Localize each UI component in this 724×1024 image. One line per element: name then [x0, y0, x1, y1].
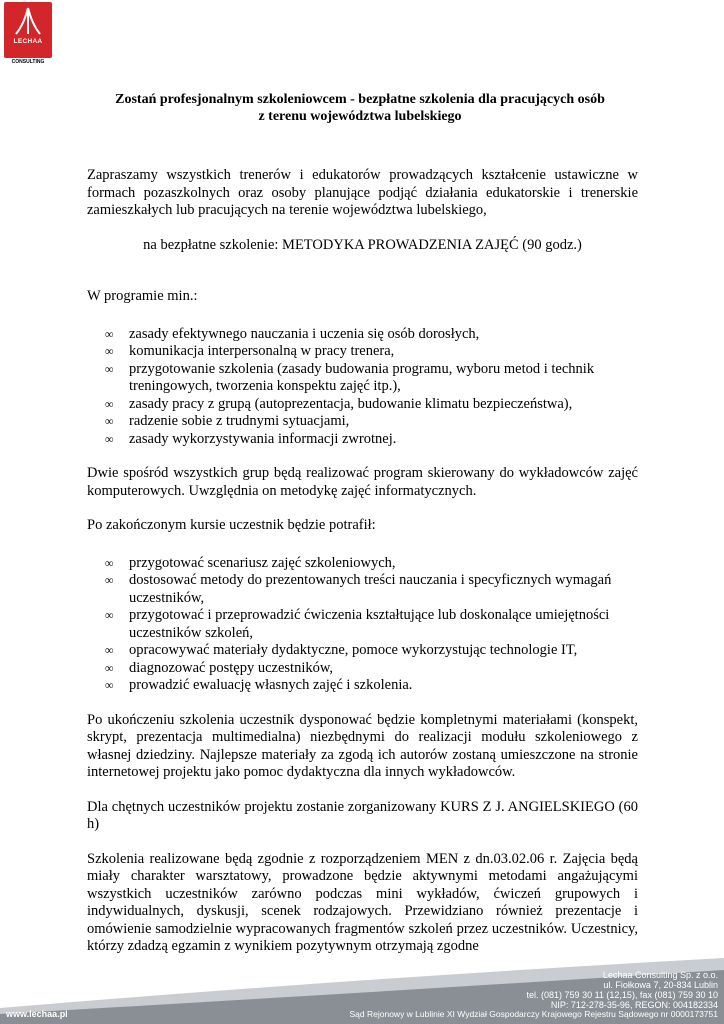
- list-item: ∞ prowadzić ewaluację własnych zajęć i szkolenia.: [105, 677, 413, 693]
- tower-icon: [12, 6, 44, 38]
- company-address: ul. Fiołkowa 7, 20-834 Lublin: [603, 980, 718, 990]
- outcomes-list: [87, 555, 638, 695]
- title-line-2: z terenu województwa lubelskiego: [258, 109, 462, 124]
- website-link[interactable]: www.lechaa.pl: [6, 1009, 68, 1019]
- company-info: [527, 970, 718, 1010]
- program-list: [87, 326, 638, 449]
- bullet-icon: ∞: [105, 361, 114, 376]
- outcomes-heading: Po zakończonym kursie uczestnik będzie potrafił:: [87, 517, 376, 533]
- english-course-paragraph: Dla chętnych uczestników projektu zostanie zorganizowany KURS Z J. ANGIELSKIEGO (60 h): [87, 798, 638, 832]
- document-body: [87, 167, 638, 956]
- bullet-icon: ∞: [105, 660, 114, 675]
- program-heading: W programie min.:: [87, 288, 198, 304]
- court-registry: Sąd Rejonowy w Lublinie XI Wydział Gospodarczy Krajowego Rejestru Sądowego nr 0000173751: [349, 1009, 718, 1019]
- bullet-icon: ∞: [105, 555, 114, 570]
- list-item: ∞ dostosować metody do prezentowanych treści nauczania i specyficznych wymagań uczestników,: [105, 572, 612, 606]
- company-logo: [4, 2, 52, 66]
- list-item: ∞ zasady pracy z grupą (autoprezentacja, budowanie klimatu bezpieczeństwa),: [105, 395, 573, 412]
- bullet-icon: ∞: [105, 608, 114, 622]
- course-name: na bezpłatne szkolenie: METODYKA PROWADZENIA ZAJĘĆ (90 godz.): [143, 236, 582, 253]
- logo-brand: LECHAA: [13, 38, 43, 45]
- computer-groups-paragraph: Dwie spośród wszystkich grup będą realizować program skierowany do wykładowców zajęć komputerowych. Uwzględnia on metodykę zajęć informatycznych.: [87, 465, 638, 499]
- list-item: ∞ przygotowanie szkolenia (zasady budowania programu, wyboru metod i technik treningowych, tworzenia konspektu zajęć itp.),: [105, 360, 595, 394]
- company-ids: NIP: 712-278-35-96, REGON: 004182334: [550, 1000, 718, 1010]
- company-phones: tel. (081) 759 30 11 (12,15), fax (081) 759 30 10: [526, 990, 718, 1000]
- bullet-icon: ∞: [105, 431, 114, 446]
- bullet-icon: ∞: [105, 573, 114, 587]
- bullet-icon: ∞: [105, 344, 114, 358]
- bullet-icon: ∞: [105, 414, 114, 428]
- list-item: ∞ komunikacja interpersonalną w pracy trenera,: [105, 343, 395, 359]
- bullet-icon: ∞: [105, 643, 114, 657]
- logo-subtitle: CONSULTING: [11, 59, 45, 65]
- intro-paragraph: Zapraszamy wszystkich trenerów i edukatorów prowadzących kształcenie ustawiczne w formach pozaszkolnych oraz osoby planujące podjąć działania edukatorskie i trenerskie zamieszkałych lub pracujących na terenie województwa lubelskiego,: [87, 167, 638, 218]
- list-item: ∞ przygotować i przeprowadzić ćwiczenia kształtujące lub doskonalące umiejętności uczestników szkoleń,: [105, 607, 610, 641]
- list-item: ∞ opracowywać materiały dydaktyczne, pomoce wykorzystując technologie IT,: [105, 642, 578, 658]
- bullet-icon: ∞: [105, 326, 114, 341]
- logo-badge: [4, 2, 52, 58]
- list-item: ∞ przygotować scenariusz zajęć szkoleniowych,: [105, 554, 396, 571]
- bullet-icon: ∞: [105, 678, 114, 692]
- list-item: ∞ radzenie sobie z trudnymi sytuacjami,: [105, 413, 350, 429]
- list-item: ∞ diagnozować postępy uczestników,: [105, 659, 334, 676]
- company-name: Lechaa Consulting Sp. z o.o.: [602, 970, 718, 980]
- title-line-1: Zostań profesjonalnym szkoleniowcem - bezpłatne szkolenia dla pracujących osób: [115, 92, 605, 107]
- bullet-icon: ∞: [105, 396, 114, 411]
- list-item: ∞ zasady wykorzystywania informacji zwrotnej.: [105, 430, 397, 447]
- regulation-paragraph: Szkolenia realizowane będą zgodnie z rozporządzeniem MEN z dn.03.02.06 r. Zajęcia będą miały charakter warsztatowy, prowadzone będzie aktywnymi metodami angażującymi wszystkich uczestników zarówno podczas mini wykładów, ćwiczeń grupowych i indywidualnych, dyskusji, scenek rodzajowych. Przewidziano również prezentacje i omówienie samodzielnie wypracowanych fragmentów szkoleń przez uczestników. Uczestnicy, którzy zdadzą egzamin z wynikiem pozytywnym otrzymają zgodne: [87, 850, 638, 954]
- materials-paragraph: Po ukończeniu szkolenia uczestnik dysponować będzie kompletnymi materiałami (konspekt, skrypt, prezentacja multimedialna) niezbędnymi do realizacji modułu szkoleniowego z własnej dziedziny. Najlepsze materiały za zgodą ich autorów zostaną umieszczone na stronie internetowej projektu jako pomoc dydaktyczna dla innych wykładowców.: [87, 711, 638, 780]
- list-item: ∞ zasady efektywnego nauczania i uczenia się osób dorosłych,: [105, 325, 480, 342]
- page-title: [60, 91, 660, 125]
